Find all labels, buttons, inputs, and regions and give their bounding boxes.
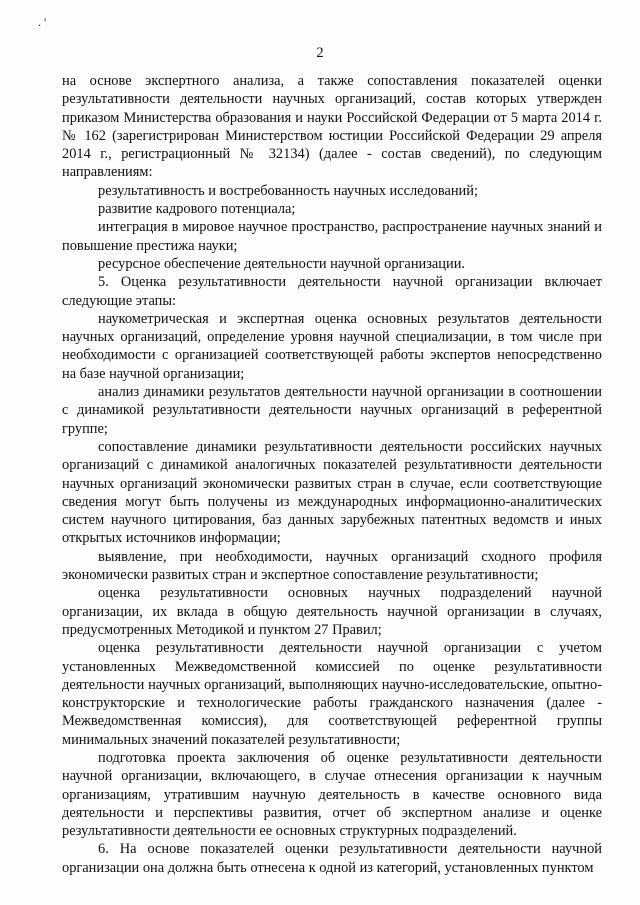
paragraph-item-5: 5. Оценка результативности деятельности научной организации включает следующие этапы: — [62, 274, 602, 309]
list-item-stage-dynamics: анализ динамики результатов деятельности научной организации в соотношении с динамикой результативности деятельности научных организаций в референтной группе; — [62, 384, 602, 437]
list-item-direction-results: результативность и востребованность научных исследований; — [98, 182, 478, 199]
list-item-direction-staff: развитие кадрового потенциала; — [98, 201, 296, 218]
list-item-stage-scientometric: наукометрическая и экспертная оценка основных результатов деятельности научных организаций, определение уровня научной специализации, в том числе при необходимости с организацией соответствующей работы экспертов непосредственно на базе научной организации; — [62, 310, 602, 382]
list-item-stage-conclusion: подготовка проекта заключения об оценке результативности деятельности научной организации, включающего, в случае отнесения организации к научным организациям, утратившим научную деятельность в качестве основного вида деятельности и перспективы развития, отчет об экспертном анализе и оценке результативности деятельности ее основных структурных подразделений. — [62, 749, 602, 840]
list-item-stage-subdivisions: оценка результативности основных научных подразделений научной организации, их вклада в общую деятельность научной организации в случаях, предусмотренных Методикой и пунктом 27 Правил; — [62, 585, 602, 638]
list-item-direction-integration: интеграция в мировое научное пространство, распространение научных знаний и повышение престижа науки; — [62, 219, 602, 254]
paragraph-item-6: 6. На основе показателей оценки результативности деятельности научной организации она должна быть отнесена к одной из категорий, установленных пунктом — [62, 841, 602, 876]
corner-marks: . ' — [38, 15, 47, 29]
list-item-direction-resources: ресурсное обеспечение деятельности научной организации. — [98, 255, 465, 272]
list-item-stage-identification: выявление, при необходимости, научных организаций сходного профиля экономически развитых стран и экспертное сопоставление результативности; — [62, 548, 602, 584]
document-body — [62, 72, 602, 877]
page-number: 2 — [316, 45, 324, 61]
paragraph-intro-continuation: на основе экспертного анализа, а также сопоставления показателей оценки результативности деятельности научных организаций, состав которых утвержден приказом Министерства образования и науки Российской Федерации от 5 марта 2014 г. № 162 (зарегистрирован Министерством юстиции Российской Федерации 29 апреля 2014 г., регистрационный № 32134) (далее - состав сведений), по следующим направлениям: — [62, 73, 602, 181]
list-item-stage-minimums: оценка результативности деятельности научной организации с учетом установленных Межведомственной комиссией по оценке результативности деятельности научных организаций, выполняющих научно-исследовательские, опытно-конструкторские и технологические работы гражданского назначения (далее - Межведомственная комиссия), для соответствующей референтной группы минимальных значений показателей результативности; — [62, 640, 602, 748]
list-item-stage-comparison: сопоставление динамики результативности деятельности российских научных организаций с динамикой аналогичных показателей результативности деятельности научных организаций экономически развитых стран в случае, если соответствующие сведения могут быть получены из международных информационно-аналитических систем научного цитирования, баз данных зарубежных патентных ведомств и иных открытых источников информации; — [62, 438, 602, 547]
